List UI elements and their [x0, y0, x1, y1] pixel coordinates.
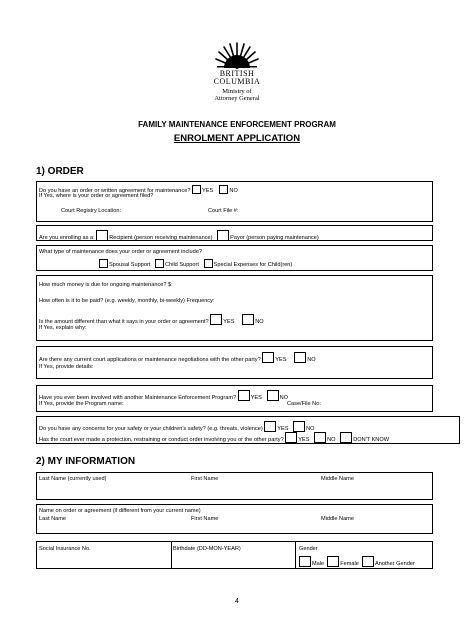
other-program-box: [36, 385, 433, 412]
recipient-checkbox[interactable]: [96, 230, 108, 241]
bc-logo: [205, 40, 269, 102]
case-file-field[interactable]: Case/File No:: [287, 401, 321, 407]
details-field[interactable]: If Yes, provide details:: [39, 364, 94, 370]
gender-label: Gender: [299, 546, 318, 552]
payor-label: Payor (person paying maintenance): [230, 235, 319, 241]
order-yes-label: YES: [202, 188, 214, 194]
order-question: Do you have an order or written agreement for maintenance?: [39, 188, 191, 194]
order-no-checkbox[interactable]: [219, 185, 228, 194]
protection-dont-know-checkbox[interactable]: [340, 432, 352, 443]
special-checkbox[interactable]: [204, 259, 213, 268]
male-checkbox[interactable]: [299, 556, 311, 567]
protection-no-checkbox[interactable]: [314, 432, 326, 443]
amount-field[interactable]: How much money is due for ongoing maintenance? $:: [39, 282, 173, 288]
different-no-label: NO: [255, 319, 264, 325]
divider: [295, 542, 296, 568]
section-order-heading: 1) ORDER: [36, 166, 84, 177]
enrol-question: Are you enrolling as a:: [39, 235, 95, 241]
order-last-name-field[interactable]: Last Name: [39, 516, 67, 522]
current-yes-label: YES: [275, 357, 287, 363]
ministry-line-2: Attorney General: [214, 95, 260, 102]
last-name-current-field[interactable]: Last Name (currently used): [39, 476, 107, 482]
court-registry-field[interactable]: Court Registry Location:: [61, 208, 122, 214]
another-gender-label: Another Gender: [375, 561, 415, 567]
special-label: Special Expenses for Child(ren): [213, 262, 293, 268]
male-label: Male: [312, 561, 325, 567]
amount-box: [36, 275, 433, 341]
order-box: [36, 181, 433, 222]
type-box: [36, 245, 433, 271]
form-title: ENROLMENT APPLICATION: [173, 133, 301, 144]
sin-field[interactable]: Social Insurance No.: [39, 546, 91, 552]
explain-field[interactable]: If Yes, explain why:: [39, 325, 87, 331]
order-where-question: If Yes, where is your order or agreement filed?: [39, 193, 154, 199]
safety-no-label: NO: [306, 426, 315, 432]
protection-yes-label: YES: [298, 437, 310, 443]
protection-dont-know-label: DON'T KNOW: [353, 437, 389, 443]
different-question: Is the amount different than what it says in your order or agreement?: [39, 319, 209, 325]
other-program-yes-checkbox[interactable]: [238, 390, 250, 401]
name-on-order-label: Name on order or agreement (if different from your current name): [39, 508, 201, 514]
different-no-checkbox[interactable]: [242, 314, 254, 325]
frequency-field[interactable]: How often is it to be paid? (e.g. weekly, monthly, bi-weekly) Frequency:: [39, 298, 215, 304]
program-name-field[interactable]: If Yes, provide the Program name:: [39, 401, 124, 407]
current-no-label: NO: [307, 357, 316, 363]
personal-details-box: [36, 541, 433, 569]
current-no-checkbox[interactable]: [294, 352, 306, 363]
order-first-name-field[interactable]: First Name: [191, 516, 219, 522]
sun-logo-icon: [215, 40, 259, 70]
current-yes-checkbox[interactable]: [262, 352, 274, 363]
order-name-box: [36, 504, 433, 534]
safety-no-checkbox[interactable]: [293, 421, 305, 432]
order-no-label: NO: [229, 188, 238, 194]
court-file-field[interactable]: Court File #:: [208, 208, 239, 214]
recipient-label: Recipient (person receiving maintenance): [109, 235, 213, 241]
other-program-no-label: NO: [279, 395, 288, 401]
different-yes-checkbox[interactable]: [210, 314, 222, 325]
child-checkbox[interactable]: [155, 259, 164, 268]
middle-name-field[interactable]: Middle Name: [321, 476, 354, 482]
current-name-box: [36, 472, 433, 500]
order-middle-name-field[interactable]: Middle Name: [321, 516, 354, 522]
another-gender-checkbox[interactable]: [362, 556, 374, 567]
ministry-line-1: Ministry of: [222, 88, 252, 95]
program-title: FAMILY MAINTENANCE ENFORCEMENT PROGRAM: [138, 120, 336, 129]
other-program-yes-label: YES: [250, 395, 262, 401]
payor-checkbox[interactable]: [217, 230, 229, 241]
birthdate-field[interactable]: Birthdate (DD-MON-YEAR): [173, 546, 241, 552]
logo-text-british: BRITISH: [219, 69, 255, 78]
other-program-question: Have you ever been involved with another Maintenance Enforcement Program?: [39, 395, 237, 401]
safety-yes-checkbox[interactable]: [264, 421, 276, 432]
protection-question: Has the court ever made a protection, restraining or conduct order involving you or the other party?: [39, 437, 284, 443]
divider: [171, 542, 172, 568]
different-yes-label: YES: [223, 319, 235, 325]
type-question: What type of maintenance does your order or agreement include?: [39, 249, 202, 255]
page-number: 4: [235, 598, 239, 605]
female-checkbox[interactable]: [327, 556, 339, 567]
enrol-box: [36, 225, 433, 241]
safety-yes-label: YES: [277, 426, 289, 432]
other-program-no-checkbox[interactable]: [267, 390, 279, 401]
section-my-information-heading: 2) MY INFORMATION: [36, 456, 136, 467]
current-box: [36, 346, 433, 379]
spousal-checkbox[interactable]: [99, 259, 108, 268]
safety-question: Do you have any concerns for your safety or your children's safety? (e.g. threats, violence): [39, 426, 263, 432]
protection-yes-checkbox[interactable]: [285, 432, 297, 443]
logo-text-columbia: COLUMBIA: [213, 77, 261, 86]
child-label: Child Support: [165, 262, 199, 268]
female-label: Female: [340, 561, 359, 567]
spousal-label: Spousal Support: [109, 262, 151, 268]
current-question: Are there any current court applications or maintenance negotiations with the other party?: [39, 357, 261, 363]
first-name-field[interactable]: First Name: [191, 476, 219, 482]
protection-no-label: NO: [327, 437, 336, 443]
order-yes-checkbox[interactable]: [192, 185, 201, 194]
safety-box: [36, 416, 460, 444]
